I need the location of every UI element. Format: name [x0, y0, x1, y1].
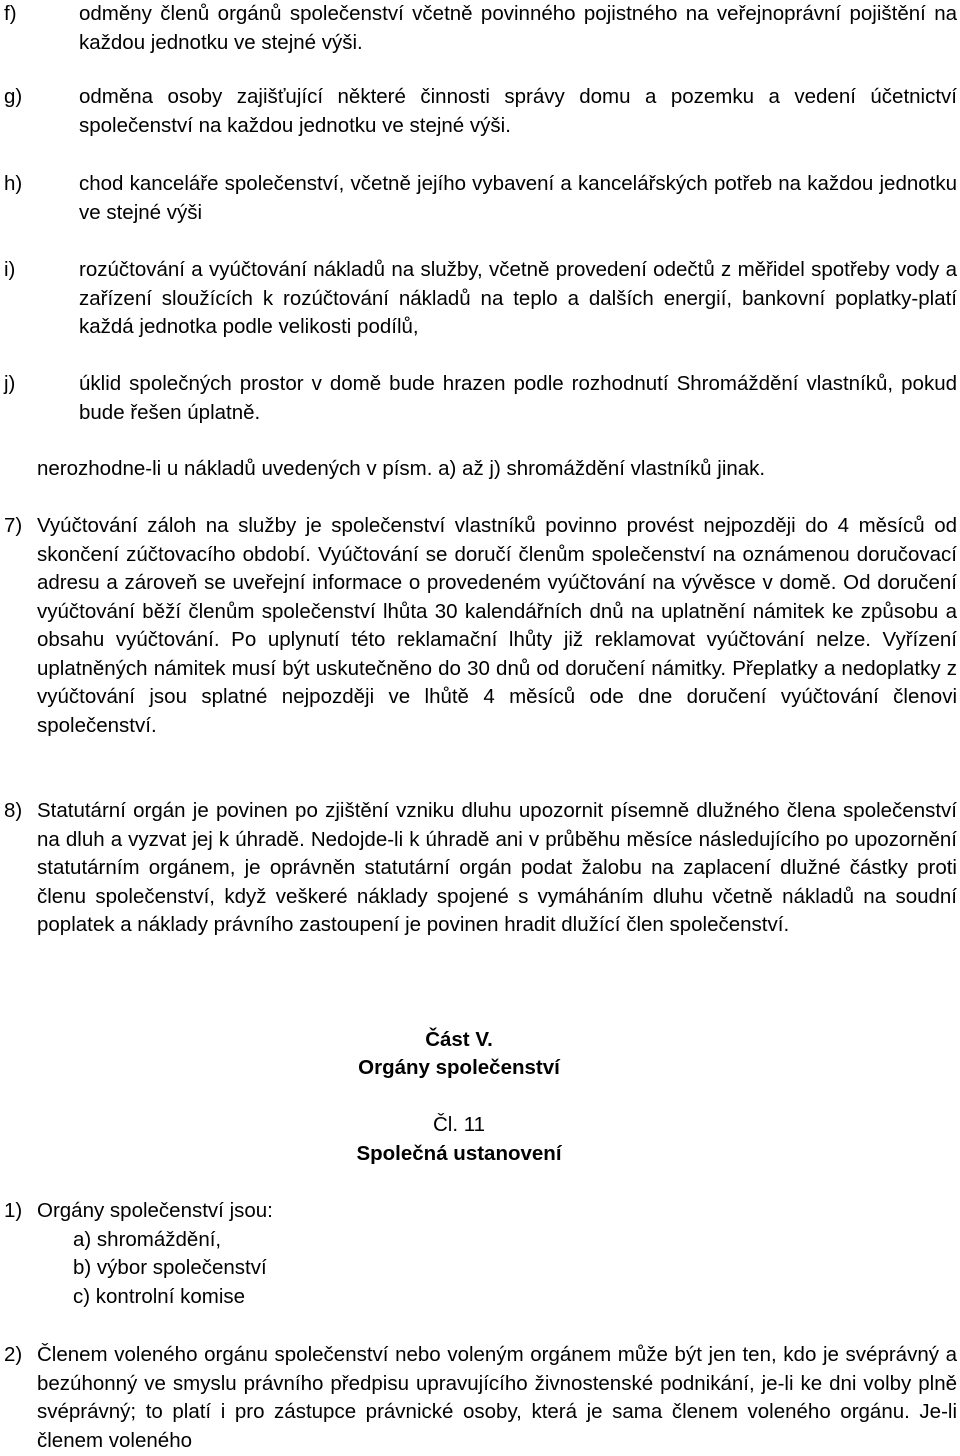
section-intro: Orgány společenství jsou: [37, 1199, 273, 1222]
note-text: nerozhodne-li u nákladů uvedených v písm. a) až j) shromáždění vlastníků jinak. [37, 457, 766, 480]
list-item-j [0, 370, 958, 427]
paragraph-text: Vyúčtování záloh na služby je společenství vlastníků povinno provést nejpozději do 4 měsíců od skončení zúčtovacího období. Vyúčtování se doručí členům společenství na oznámenou doručovací adresu a zároveň se uveřejní informace o provedeném vyúčtování na vývěsce v domě. Od doručení vyúčtování běží členům společenství lhůta 30 kalendářních dnů na uplatnění námitek ke způsobu a obsahu vyúčtování. Po uplynutí této reklamační lhůty již reklamovat vyúčtování nelze. Vyřízení uplatněných námitek musí být uskutečněno do 30 dnů od doručení námitky. Přeplatky a nedoplatky z vyúčtování jsou splatné nejpozději ve lhůtě 4 měsíců ode dne doručení vyúčtování členovi společenství. [37, 514, 957, 737]
section-2 [0, 1341, 958, 1455]
list-item-f [0, 0, 958, 57]
list-item: c) kontrolní komise [73, 1284, 246, 1308]
paragraph-text: Statutární orgán je povinen po zjištění vzniku dluhu upozornit písemně dlužného člena společenství na dluh a vyzvat jej k úhradě. Nedojde-li k úhradě ani v průběhu měsíce následujícího po upozornění statutárním orgánem, je oprávněn statutární orgán podat žalobu na zaplacení dlužné částky proti členu společenství, když veškeré náklady spojené s vymáháním dluhu včetně nákladů na soudní poplatek a náklady právního zastoupení je povinen hradit dlužící člen společenství. [37, 799, 957, 936]
item-text: úklid společných prostor v domě bude hrazen podle rozhodnutí Shromáždění vlastníků, pokud bude řešen úplatně. [79, 372, 957, 424]
item-text: chod kanceláře společenství, včetně jejího vybavení a kancelářských potřeb na každou jednotku ve stejné výši [79, 172, 957, 224]
item-marker: j) [4, 372, 16, 395]
part-subtitle: Orgány společenství [358, 1056, 560, 1079]
item-marker: i) [4, 258, 16, 281]
item-text: odměna osoby zajišťující některé činnosti správy domu a pozemku a vedení účetnictví společenství na každou jednotku ve stejné výši. [79, 85, 957, 137]
list-item-h [0, 170, 958, 227]
paragraph-8 [0, 797, 958, 940]
item-text: odměny členů orgánů společenství včetně povinného pojistného na veřejnoprávní pojištění na každou jednotku ve stejné výši. [79, 2, 957, 54]
organ-list [0, 1226, 400, 1312]
article-title: Společná ustanovení [356, 1142, 562, 1165]
list-item-g [0, 83, 958, 140]
paragraph-7 [0, 512, 958, 740]
item-text: rozúčtování a vyúčtování nákladů na služby, včetně provedení odečtů z měřidel spotřeby vody a zařízení sloužících k rozúčtování nákladů na teplo a dalších energií, bankovní poplatky-platí každá jednotka podle velikosti podílů, [79, 258, 957, 338]
item-marker: h) [4, 172, 23, 195]
item-marker: g) [4, 85, 23, 108]
paragraph-marker: 7) [4, 514, 23, 537]
paragraph-marker: 8) [4, 799, 23, 822]
list-item: a) shromáždění, [73, 1227, 222, 1251]
section-marker: 2) [4, 1343, 23, 1366]
list-item: b) výbor společenství [73, 1256, 267, 1279]
part-title: Část V. [425, 1028, 493, 1051]
list-item-i [0, 256, 958, 342]
section-text: Členem voleného orgánu společenství nebo voleným orgánem může být jen ten, kdo je svéprávný a bezúhonný ve smyslu právního předpisu upravujícího živnostenské podnikání, je-li ke dni volby plně svéprávný; to platí i pro zástupce právnické osoby, která je sama členem voleného orgánu. Je-li členem voleného [37, 1343, 957, 1452]
article-number: Čl. 11 [432, 1113, 486, 1136]
item-marker: f) [4, 2, 17, 25]
section-marker: 1) [4, 1199, 23, 1222]
section-1 [0, 1197, 400, 1311]
